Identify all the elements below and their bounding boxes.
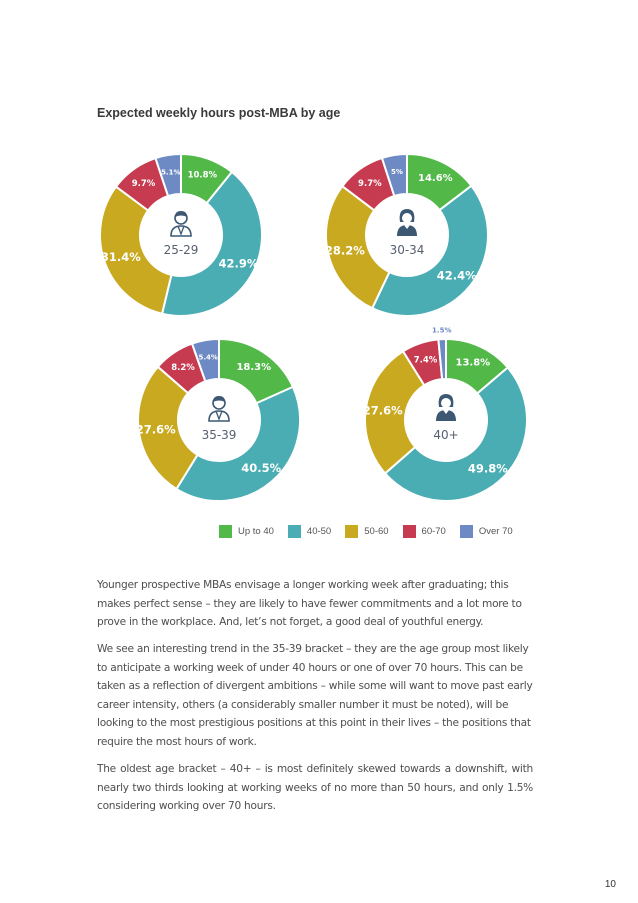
woman-icon bbox=[397, 209, 417, 236]
slice-data-label: 14.6% bbox=[418, 173, 453, 185]
slice-data-label: 5% bbox=[391, 168, 403, 177]
donut-40+ bbox=[363, 327, 527, 501]
legend-item-up-to-40 bbox=[219, 525, 274, 538]
legend-item-40-50 bbox=[288, 525, 331, 538]
age-group-label: 35-39 bbox=[201, 428, 237, 442]
age-group-label: 40+ bbox=[433, 428, 459, 442]
paragraph-3: The oldest age bracket – 40+ – is most definitely skewed towards a downshift, with nearly two thirds looking at working weeks of no more than 50 hours, and only 1.5% considering working over 70 hours. bbox=[97, 763, 533, 812]
slice-data-label: 8.2% bbox=[171, 363, 195, 374]
slice-data-label: 42.9% bbox=[218, 256, 259, 271]
legend-item-50-60 bbox=[345, 525, 388, 538]
age-group-label: 25-29 bbox=[163, 243, 199, 257]
slice-data-label: 9.7% bbox=[358, 178, 382, 189]
slice-data-label: 28.2% bbox=[324, 243, 365, 258]
slice-data-label: 18.3% bbox=[236, 361, 272, 373]
man-icon bbox=[171, 211, 191, 236]
slice-data-label: 13.8% bbox=[455, 357, 491, 369]
woman-icon bbox=[436, 394, 456, 421]
page-number: 10 bbox=[604, 879, 616, 890]
paragraph-1: Younger prospective MBAs envisage a longer working week after graduating; this makes perfect sense – they are likely to have fewer commitments and a lot more to prove in the workplace. And, let’s not forget, a good deal of youthful energy. bbox=[97, 579, 522, 628]
legend-label: 40-50 bbox=[306, 526, 332, 537]
legend-swatch bbox=[345, 525, 358, 538]
legend-swatch bbox=[403, 525, 416, 538]
slice-data-label: 10.8% bbox=[187, 170, 218, 181]
slice-data-label: 9.7% bbox=[131, 179, 156, 190]
legend-item-60-70 bbox=[403, 525, 446, 538]
paragraph-2: We see an interesting trend in the 35-39 bracket – they are the age group most likely to anticipate a working week of under 40 hours or one of over 70 hours. This can be taken as a reflection of divergent ambitions – while some will want to move past early career intensity, others (a considerably smaller number it must be noted), will be looking to the most prestigious positions at this point in their lives – the positions that require the most hours of work. bbox=[97, 643, 533, 748]
legend-item-over-70 bbox=[460, 525, 513, 538]
man-icon bbox=[209, 396, 229, 421]
slice-data-label: 42.4% bbox=[436, 268, 477, 283]
slice-data-label: 5.1% bbox=[161, 168, 181, 177]
legend bbox=[219, 525, 527, 538]
slice-data-label: 27.6% bbox=[135, 422, 176, 437]
slice-data-label: 5.4% bbox=[198, 353, 218, 362]
legend-swatch bbox=[219, 525, 232, 538]
chart-title: Expected weekly hours post-MBA by age bbox=[97, 106, 341, 120]
slice-data-label: 7.4% bbox=[413, 355, 438, 366]
age-group-label: 30-34 bbox=[389, 243, 425, 257]
legend-label: Up to 40 bbox=[238, 526, 274, 537]
legend-label: 50-60 bbox=[364, 526, 389, 537]
legend-swatch bbox=[288, 525, 301, 538]
slice-data-label: 49.8% bbox=[467, 461, 508, 476]
slice-40-50 bbox=[176, 387, 300, 501]
legend-label: Over 70 bbox=[478, 526, 513, 537]
donut-25-29 bbox=[100, 154, 262, 316]
slice-data-label: 31.4% bbox=[100, 249, 141, 264]
donut-30-34 bbox=[325, 154, 488, 316]
legend-swatch bbox=[460, 525, 473, 538]
slice-data-label: 40.5% bbox=[241, 461, 282, 476]
donut-35-39 bbox=[136, 339, 300, 501]
slice-data-label: 27.6% bbox=[362, 403, 403, 418]
legend-label: 60-70 bbox=[421, 526, 446, 537]
slice-data-label: 1.5% bbox=[432, 326, 452, 335]
